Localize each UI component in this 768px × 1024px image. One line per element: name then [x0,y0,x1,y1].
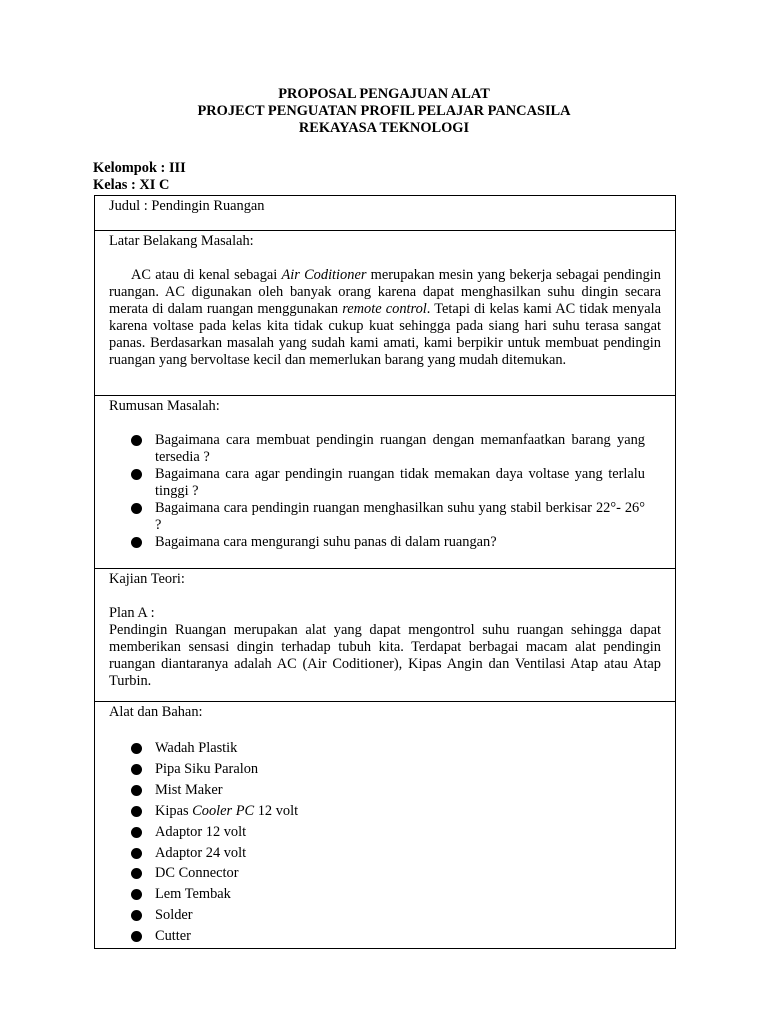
latar-belakang-cell [95,230,675,395]
bullet-icon [131,435,142,446]
list-item [109,926,661,947]
rumusan-list [109,432,661,551]
alat-item-text: Adaptor 24 volt [155,844,247,861]
list-item [109,759,661,780]
alat-item-text: Solder [155,907,193,924]
list-item [109,534,661,551]
title-line-1: PROPOSAL PENGAJUAN ALAT [278,86,490,102]
rumusan-item-text: Bagaimana cara membuat pendingin ruangan dengan memanfaatkan barang yang tersedia ? [155,432,645,465]
kajian-teori-cell [95,568,675,701]
alat-bahan-cell [95,701,675,948]
latar-text-em-1: Air Coditioner [281,267,367,283]
alat-item-text: Wadah Plastik [155,740,238,756]
list-item [109,822,661,843]
alat-item-text: Mist Maker [155,781,223,798]
rumusan-masalah-cell [95,395,675,568]
list-item [109,843,661,864]
list-item [109,801,661,822]
kelas-label: Kelas : XI C [93,177,170,193]
title-line-2: PROJECT PENGUATAN PROFIL PELAJAR PANCASILA [197,103,571,119]
list-item [109,905,661,926]
bullet-icon [131,848,142,859]
group-info [93,160,186,194]
list-item [109,738,661,759]
list-item [109,466,661,500]
list-item [109,780,661,801]
bullet-icon [131,537,142,548]
rumusan-item-text: Bagaimana cara mengurangi suhu panas di dalam ruangan? [155,534,497,550]
kipas-text-post: 12 volt [254,802,299,819]
latar-text-2: merupakan mesin yang bekerja sebagai pendingin ruangan. AC digunakan oleh banyak orang karena dapat menghasilkan suhu dingin secara merata di dalam ruangan menggunakan [109,267,661,317]
rumusan-item-text: Bagaimana cara agar pendingin ruangan tidak memakan daya voltase yang terlalu tinggi ? [155,466,645,499]
bullet-icon [131,910,142,921]
list-item [109,432,661,466]
alat-item-text: Cutter [155,928,191,945]
judul-text: Judul : Pendingin Ruangan [109,198,265,214]
bullet-icon [131,743,142,754]
bullet-icon [131,503,142,514]
alat-item-text: DC Connector [155,865,239,882]
bullet-icon [131,827,142,838]
kipas-text-em: Cooler PC [192,802,255,819]
list-item [109,500,661,534]
list-item [109,884,661,905]
kipas-text-pre: Kipas [155,802,193,819]
kajian-teori-paragraph: Pendingin Ruangan merupakan alat yang dapat mengontrol suhu ruangan sehingga dapat memberikan sensasi dingin terhadap tubuh kita. Terdapat berbagai macam alat pendingin ruangan diantaranya adalah AC (Air Coditioner), Kipas Angin dan Ventilasi Atap atau Atap Turbin. [109,622,661,689]
latar-belakang-paragraph [109,267,661,369]
bullet-icon [131,868,142,879]
bullet-icon [131,785,142,796]
latar-text-em-2: remote control [342,301,427,317]
rumusan-item-text: Bagaimana cara pendingin ruangan menghasilkan suhu yang stabil berkisar 22°- 26° ? [155,500,645,533]
bullet-icon [131,469,142,480]
document-title-block [0,86,768,137]
bullet-icon [131,764,142,775]
latar-text-1: AC atau di kenal sebagai [131,267,282,283]
bullet-icon [131,806,142,817]
title-line-3: REKAYASA TEKNOLOGI [298,120,470,136]
proposal-table [94,195,676,949]
latar-belakang-label: Latar Belakang Masalah: [109,233,254,249]
bullet-icon [131,931,142,942]
alat-item-text: Adaptor 12 volt [155,823,247,840]
rumusan-masalah-label: Rumusan Masalah: [109,398,220,414]
alat-bahan-label: Alat dan Bahan: [109,704,203,720]
latar-text-3: . Tetapi di kelas kami AC tidak menyala karena voltase pada kelas kita tidak cukup kuat sehingga pada siang hari suhu terasa sangat panas. Berdasarkan masalah yang sudah kami amati, kami berpikir untuk membuat pendingin ruangan yang bervoltase kecil dan memerlukan barang yang mudah ditemukan. [109,301,662,368]
alat-item-text: Pipa Siku Paralon [155,760,259,777]
kajian-teori-label: Kajian Teori: [109,571,185,587]
list-item [109,863,661,884]
bullet-icon [131,889,142,900]
alat-bahan-list [109,738,661,947]
alat-item-text: Lem Tembak [155,886,231,903]
kelompok-label: Kelompok : III [93,160,186,176]
judul-cell [95,196,675,230]
plan-a-label: Plan A : [109,605,155,621]
